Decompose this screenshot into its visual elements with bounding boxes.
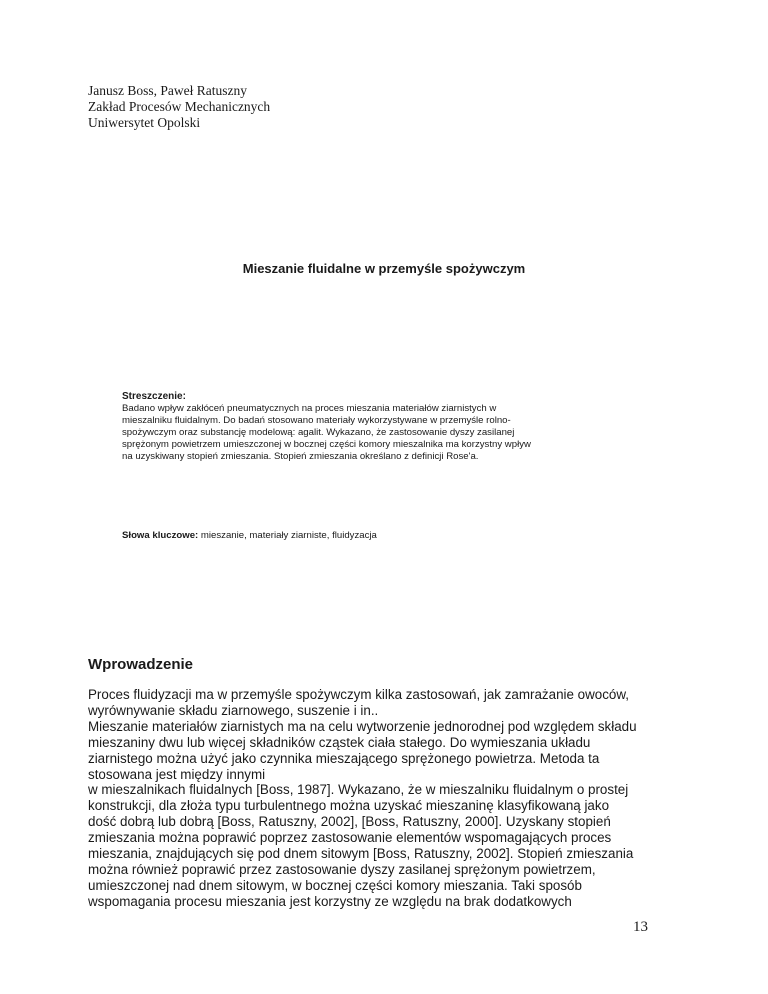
author-university: Uniwersytet Opolski [88, 115, 201, 130]
keywords-text: mieszanie, materiały ziarniste, fluidyzacja [198, 530, 377, 541]
body-line: mieszania, znajdujących się pod dnem sitowym [Boss, Ratuszny, 2002]. Stopień zmieszania [88, 846, 634, 862]
body-line: zmieszania można poprawić poprzez zastosowanie elementów wspomagających proces [88, 830, 612, 846]
page-number: 13 [633, 919, 648, 935]
abstract-line: Badano wpływ zakłóceń pneumatycznych na proces mieszania materiałów ziarnistych w [122, 403, 497, 415]
keywords-line [122, 530, 377, 541]
abstract-line: sprężonym powietrzem umieszczonej w bocznej części komory mieszalnika ma korzystny wpływ [122, 439, 531, 451]
author-names: Janusz Boss, Paweł Ratuszny [88, 83, 247, 98]
body-line: stosowana jest między innymi [88, 766, 266, 782]
body-line: ziarnistego można użyć jako czynnika mieszającego sprężonego powietrza. Metoda ta [88, 750, 600, 766]
keywords-label: Słowa kluczowe: [122, 530, 199, 541]
body-line: umieszczonej nad dnem sitowym, w bocznej części komory mieszania. Taki sposób [88, 877, 582, 893]
body-line: mieszaniny dwu lub więcej składników cząstek ciała stałego. Do wymieszania układu [88, 734, 591, 750]
body-line: konstrukcji, dla złoża typu turbulentnego można uzyskać mieszaninę klasyfikowaną jako [88, 798, 610, 814]
body-line: w mieszalnikach fluidalnych [Boss, 1987]. Wykazano, że w mieszalniku fluidalnym o prostej [88, 782, 629, 798]
abstract-line: na uzyskiwany stopień zmieszania. Stopień zmieszania określano z definicji Rose'a. [122, 451, 479, 463]
body-line: Proces fluidyzacji ma w przemyśle spożywczym kilka zastosowań, jak zamrażanie owoców, [88, 687, 630, 702]
section-heading: Wprowadzenie [88, 656, 194, 673]
author-block [88, 83, 270, 131]
body-line: Mieszanie materiałów ziarnistych ma na celu wytworzenie jednorodnej pod względem składu [88, 718, 637, 734]
abstract-line: spożywczym oraz substancję modelową: agalit. Wykazano, że zastosowanie dyszy zasilanej [122, 427, 515, 439]
body-line: wyrównywanie składu ziarnowego, suszenie i in.. [88, 702, 379, 718]
abstract-heading: Streszczenie: [122, 391, 186, 402]
body-line: wspomagania procesu mieszania jest korzystny ze względu na brak dodatkowych [88, 893, 572, 909]
abstract-line: mieszalniku fluidalnym. Do badań stosowano materiały wykorzystywane w przemyśle rolno- [122, 415, 511, 427]
body-text [88, 687, 688, 910]
author-department: Zakład Procesów Mechanicznych [88, 99, 271, 114]
body-line: dość dobrą lub dobrą [Boss, Ratuszny, 2002], [Boss, Ratuszny, 2000]. Uzyskany stopień [88, 814, 611, 830]
paper-title: Mieszanie fluidalne w przemyśle spożywczym [242, 261, 526, 276]
body-line: można również poprawić przez zastosowanie dyszy zasilanej sprężonym powietrzem, [88, 861, 596, 877]
abstract-block [122, 391, 642, 464]
